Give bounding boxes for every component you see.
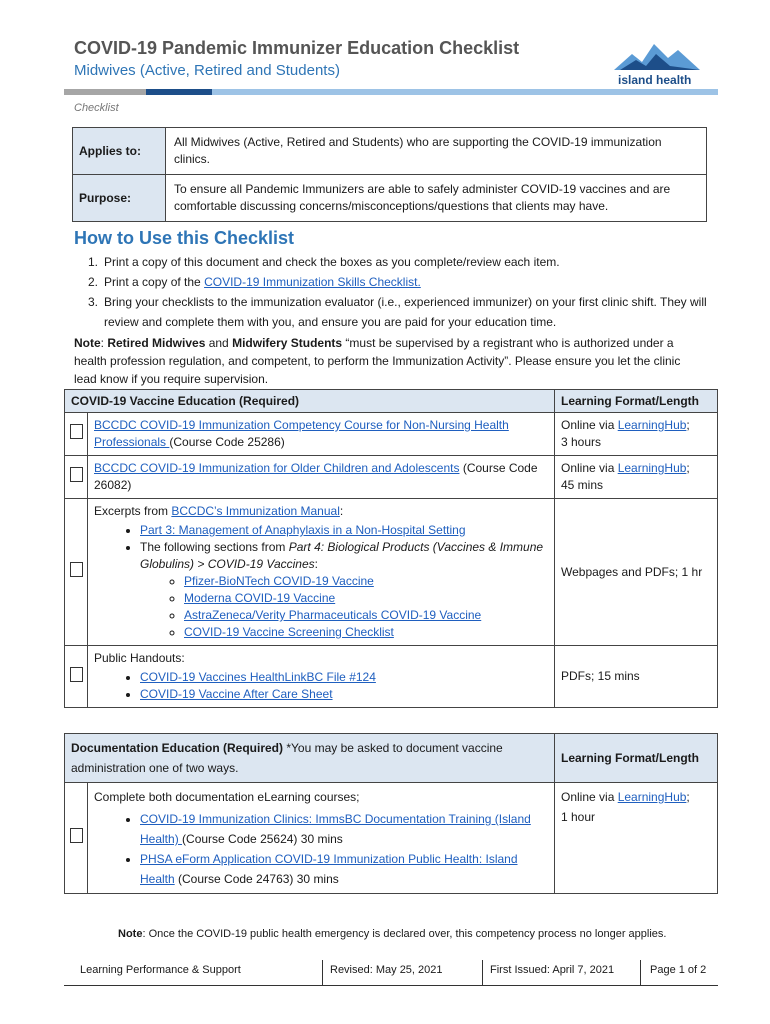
format-text: Online via [561, 461, 618, 475]
note-text: : Once the COVID-19 public health emergency is declared over, this competency process no longer applies. [142, 928, 667, 940]
table-row [73, 175, 707, 222]
info-table [72, 127, 707, 222]
note-retired: Retired Midwives [107, 336, 206, 350]
format-cell [555, 783, 718, 894]
table-header-row [65, 734, 718, 783]
format-length: 3 hours [561, 435, 602, 449]
step-number: 3. [87, 295, 98, 309]
handouts-list [94, 669, 548, 703]
table-header-row [65, 390, 718, 413]
header-bar-gray [64, 89, 146, 95]
purpose-value: To ensure all Pandemic Immunizers are able to safely administer COVID-19 vaccines and are comfortable discussing concerns/misconceptions/questions that clients may have. [166, 175, 707, 222]
document-title: COVID-19 Pandemic Immunizer Education Checklist [74, 38, 520, 58]
checkbox-cell [65, 413, 88, 456]
format-header: Learning Format/Length [555, 734, 718, 783]
checkbox[interactable] [70, 828, 83, 843]
older-children-course-link[interactable]: BCCDC COVID-19 Immunization for Older Children and Adolescents [94, 461, 460, 475]
checkbox-cell [65, 456, 88, 499]
skills-checklist-link[interactable]: COVID-19 Immunization Skills Checklist. [204, 275, 421, 289]
note-and: and [205, 336, 233, 350]
after-care-link[interactable]: COVID-19 Vaccine After Care Sheet [140, 687, 333, 701]
immsbc-training-link[interactable]: COVID-19 Immunization Clinics: ImmsBC Documentation Training (Island Health) [140, 812, 531, 846]
step-text: Bring your checklists to the immunization evaluator (i.e., experienced immunizer) on your first clinic shift. They will review and complete them with you, and ensure you are paid for your education time. [104, 295, 707, 329]
step-number: 2. [87, 275, 98, 289]
table-row [65, 499, 718, 646]
vaccine-sublist [140, 573, 548, 641]
documentation-intro: Complete both documentation eLearning courses; [94, 790, 360, 804]
documentation-table [64, 733, 718, 894]
format-cell [555, 413, 718, 456]
documentation-header [65, 734, 555, 783]
vaccine-education-table [64, 389, 718, 708]
checkbox[interactable] [70, 424, 83, 439]
supervision-note: Note: Retired Midwives and Midwifery Students “must be supervised by a registrant who is authorized under a health profession regulation, and competent, to perform the Immunization Activity”. Please ensure you let the clinic lead know if you require supervision. [74, 336, 681, 386]
logo-text: island health [618, 73, 692, 87]
handouts-intro: Public Handouts: [94, 651, 185, 665]
course-code: (Course Code 24763) 30 mins [174, 872, 339, 886]
list-item [140, 686, 548, 703]
list-item [184, 573, 548, 590]
learninghub-link[interactable]: LearningHub [617, 790, 687, 804]
excerpt-colon: : [339, 504, 344, 518]
documentation-header-note: *You may be asked to document vaccine administration one of two ways. [71, 741, 503, 775]
healthlinkbc-link[interactable]: COVID-19 Vaccines HealthLinkBC File #124 [140, 670, 376, 684]
checkbox[interactable] [70, 562, 83, 577]
astrazeneca-link[interactable]: AstraZeneca/Verity Pharmaceuticals COVID-19 Vaccine [184, 608, 482, 622]
sections-title: Part 4: Biological Products (Vaccines & Immune Globulins) > COVID-19 Vaccines [140, 540, 544, 571]
course-code: (Course Code 25624) 30 mins [182, 832, 343, 846]
phsa-eform-link[interactable]: PHSA eForm Application COVID-19 Immunization Public Health: Island Health [140, 852, 518, 886]
list-item [140, 522, 548, 539]
format-cell [555, 456, 718, 499]
table-row [65, 456, 718, 499]
step-text [104, 272, 421, 292]
course-cell [88, 646, 555, 708]
list-item [184, 624, 548, 641]
checkbox-cell [65, 783, 88, 894]
format-punct: ; [686, 790, 690, 804]
list-item [184, 590, 548, 607]
immunization-manual-link[interactable]: BCCDC’s Immunization Manual [171, 504, 340, 518]
list-item [74, 272, 714, 292]
note-students: Midwifery Students [232, 336, 343, 350]
list-item [140, 539, 548, 641]
pfizer-link[interactable]: Pfizer-BioNTech COVID-19 Vaccine [184, 574, 374, 588]
documentation-list [94, 809, 548, 889]
format-cell: Webpages and PDFs; 1 hr [555, 499, 718, 646]
note-label: Note [118, 928, 143, 940]
applies-to-value: All Midwives (Active, Retired and Students) who are supporting the COVID-19 immunization clinics. [166, 128, 707, 175]
list-item [140, 669, 548, 686]
table-row [73, 128, 707, 175]
sections-text: The following sections from [140, 540, 289, 554]
footer-divider [640, 960, 641, 985]
checkbox-cell [65, 499, 88, 646]
moderna-link[interactable]: Moderna COVID-19 Vaccine [184, 591, 336, 605]
format-length: 1 hour [561, 810, 596, 824]
footer-line [64, 985, 718, 986]
table-row [65, 646, 718, 708]
format-text: Online via [561, 790, 618, 804]
footer-page: Page 1 of 2 [650, 964, 707, 976]
how-to-heading: How to Use this Checklist [74, 228, 295, 248]
format-header: Learning Format/Length [555, 390, 718, 413]
list-item [74, 252, 714, 272]
section-label: Checklist [74, 102, 119, 114]
note-text: “must be supervised by a registrant who is authorized under a health profession regulation, and competent, to perform the Immunization Activity”. Please ensure you let the clinic lead know if you require supervision. [74, 336, 681, 386]
list-item [140, 809, 548, 849]
checkbox[interactable] [70, 467, 83, 482]
excerpt-intro: Excerpts from [94, 504, 172, 518]
list-item [184, 607, 548, 624]
course-cell [88, 783, 555, 894]
course-code: (Course Code 26082) [94, 461, 538, 492]
course-code: (Course Code 25286) [169, 435, 285, 449]
course-cell [88, 499, 555, 646]
purpose-label: Purpose: [73, 175, 166, 222]
header-bar-light [212, 89, 718, 95]
step-number: 1. [87, 255, 98, 269]
footer-divider [322, 960, 323, 985]
emergency-note [118, 928, 666, 940]
learninghub-link[interactable]: LearningHub [617, 461, 687, 475]
footer-dept: Learning Performance & Support [80, 964, 241, 976]
header-bar-navy [146, 89, 212, 95]
table-row [65, 783, 718, 894]
format-text: Online via [561, 418, 618, 432]
checkbox[interactable] [70, 667, 83, 682]
screening-checklist-link[interactable]: COVID-19 Vaccine Screening Checklist [184, 625, 394, 639]
note-label: Note [74, 336, 101, 350]
course-cell [88, 413, 555, 456]
sections-colon: : [314, 557, 318, 571]
list-item [140, 849, 548, 889]
step-text: Print a copy of this document and check the boxes as you complete/review each item. [104, 255, 560, 269]
list-item [74, 292, 714, 332]
footer-issued: First Issued: April 7, 2021 [490, 964, 615, 976]
excerpt-list [94, 522, 548, 641]
table-row [65, 413, 718, 456]
learninghub-link[interactable]: LearningHub [617, 418, 687, 432]
steps-list [74, 252, 714, 332]
document-subtitle: Midwives (Active, Retired and Students) [74, 62, 340, 79]
course-cell [88, 456, 555, 499]
anaphylaxis-link[interactable]: Part 3: Management of Anaphylaxis in a Non-Hospital Setting [140, 523, 466, 537]
checkbox-cell [65, 646, 88, 708]
footer-divider [482, 960, 483, 985]
step-text-before: Print a copy of the [104, 275, 205, 289]
format-punct: ; [686, 461, 690, 475]
vaccine-table-header: COVID-19 Vaccine Education (Required) [65, 390, 555, 413]
competency-course-link[interactable]: BCCDC COVID-19 Immunization Competency Course for Non-Nursing Health Professionals [94, 418, 509, 449]
applies-to-label: Applies to: [73, 128, 166, 175]
format-cell: PDFs; 15 mins [555, 646, 718, 708]
format-punct: ; [686, 418, 690, 432]
format-length: 45 mins [561, 478, 604, 492]
documentation-header-title: Documentation Education (Required) [71, 741, 284, 755]
footer-revised: Revised: May 25, 2021 [330, 964, 443, 976]
